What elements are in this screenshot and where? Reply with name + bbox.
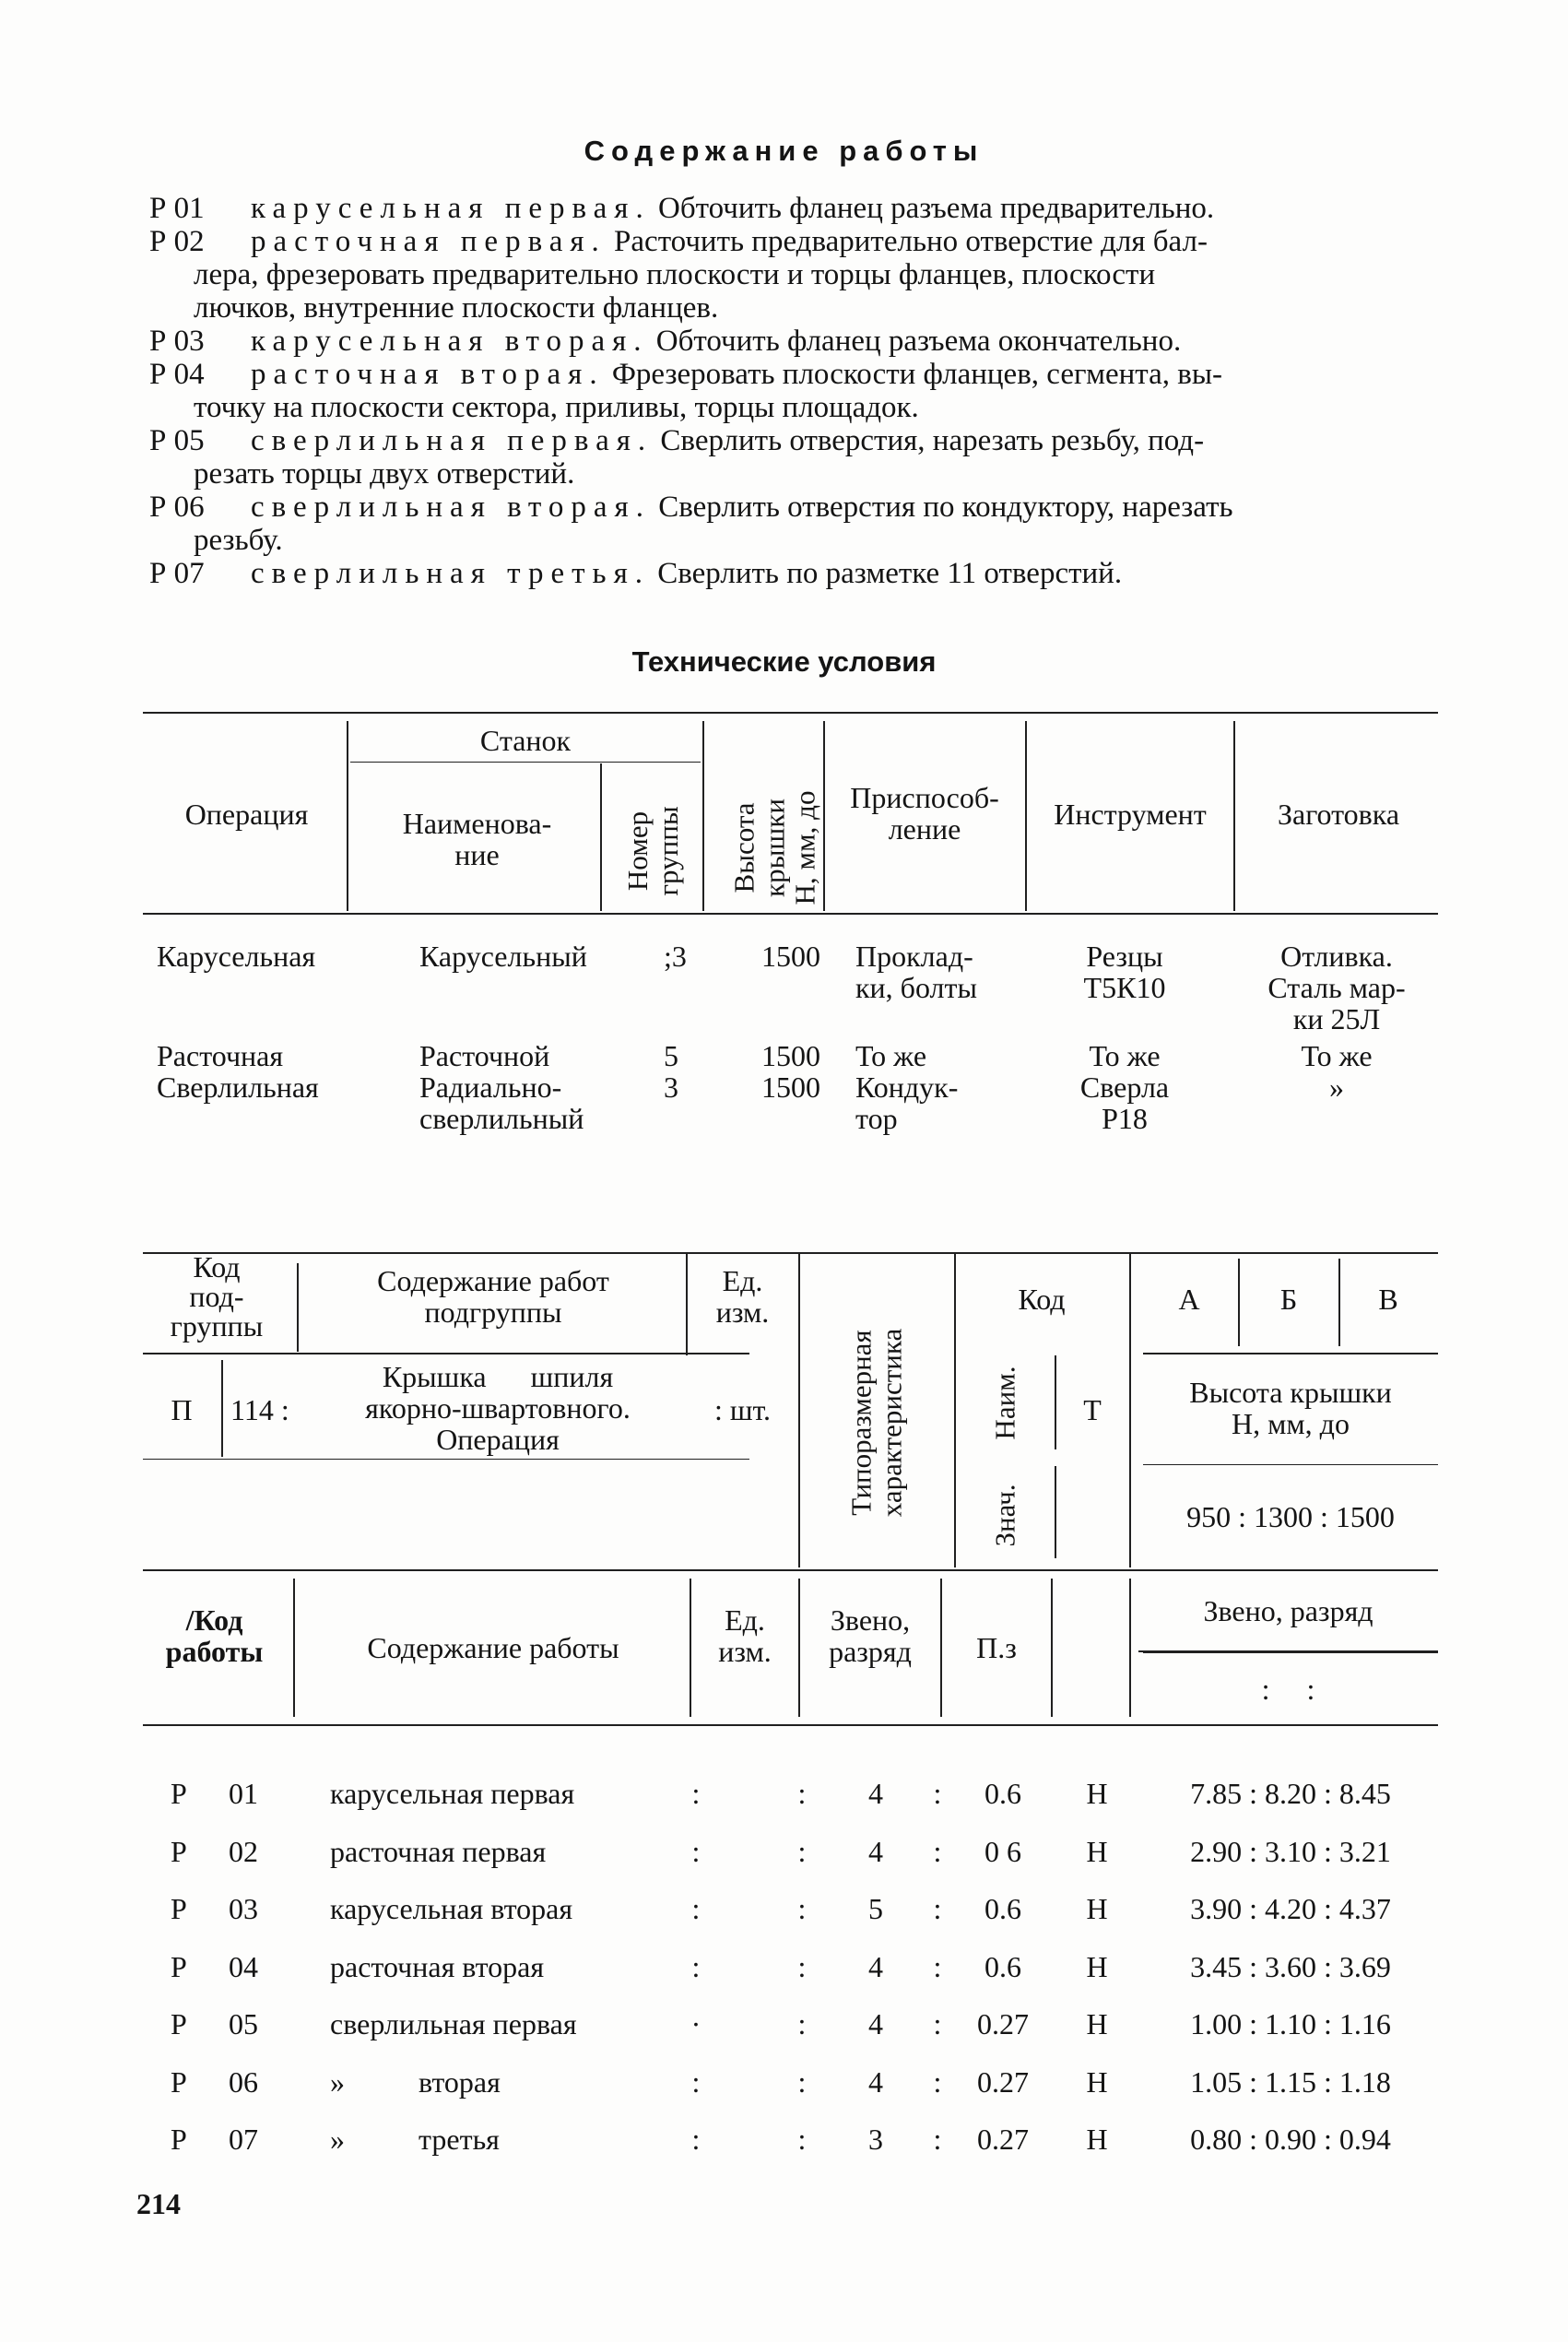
- header-typesize: Типоразмерная характеристика: [844, 1328, 908, 1518]
- rule: [686, 1254, 688, 1355]
- work-cell-p: Р: [171, 2123, 187, 2156]
- work-cell-pz: 0.6: [984, 1892, 1021, 1925]
- work-cell-h: Н: [1086, 2123, 1108, 2156]
- header-code: Код: [1018, 1283, 1066, 1316]
- rule: [1055, 1355, 1056, 1449]
- page-number: 214: [136, 2187, 181, 2220]
- operation-name: сверлильная первая.: [251, 424, 654, 457]
- work-cell-h: Н: [1086, 1777, 1108, 1810]
- work-cell-c2: :: [797, 1834, 807, 1868]
- header-subgroup-code: Код под- группы: [170, 1250, 264, 1343]
- rule: [940, 1579, 942, 1717]
- work-cell-v: 1.00 : 1.10 : 1.16: [1190, 2007, 1391, 2040]
- header-height-range: Высота крышки Н, мм, до: [1189, 1376, 1392, 1440]
- operation-item: [149, 192, 1440, 225]
- rule: [1129, 1579, 1131, 1717]
- header-tool: Инструмент: [1054, 798, 1207, 831]
- operation-text: резьбу.: [194, 524, 283, 557]
- rule: [1143, 1353, 1438, 1354]
- tech-cell-operation: Расточная: [157, 1039, 284, 1072]
- tech-cell-group: 3: [664, 1070, 678, 1104]
- work-cell-c2: :: [797, 2123, 807, 2156]
- operation-name: расточная первая.: [251, 225, 607, 258]
- operation-name: сверлильная третья.: [251, 557, 650, 590]
- tech-cell-operation: Сверлильная: [157, 1070, 319, 1104]
- work-cell-name: карусельная первая: [330, 1777, 575, 1810]
- header-colons: : :: [1261, 1673, 1315, 1706]
- operation-text: лючков, внутренние плоскости фланцев.: [194, 291, 719, 325]
- tech-cell-tool: Сверла Р18: [1079, 1070, 1170, 1135]
- operation-item: [149, 424, 1440, 491]
- work-cell-name: расточная вторая: [330, 1949, 545, 1983]
- rule: [1143, 1464, 1438, 1465]
- operation-code: Р 05: [149, 424, 205, 457]
- header-t: Т: [1083, 1393, 1102, 1426]
- work-cell-c1: :: [691, 2123, 701, 2156]
- rule: [823, 721, 825, 911]
- work-cell-link: 3: [868, 2123, 883, 2156]
- header-a: А: [1178, 1283, 1200, 1316]
- operation-code: Р 02: [149, 225, 205, 258]
- work-cell-c2: :: [797, 2007, 807, 2040]
- rule: [1138, 1650, 1438, 1652]
- header-unit: Ед. изм.: [715, 1264, 770, 1329]
- operation-text: резать торцы двух отверстий.: [194, 457, 575, 491]
- rule: [1025, 721, 1027, 911]
- tech-cell-operation: Карусельная: [157, 940, 316, 973]
- work-cell-link: 4: [868, 2007, 883, 2040]
- tech-cell-fixture: Проклад- ки, болты: [855, 940, 977, 1004]
- header-machine-name: Наименова- ние: [402, 807, 552, 871]
- rule: [1055, 1466, 1056, 1558]
- rule: [1238, 1259, 1240, 1346]
- work-cell-c2: :: [797, 1892, 807, 1925]
- operation-item: [149, 225, 1440, 325]
- rule: [350, 762, 701, 763]
- work-cell-c1: :: [691, 1834, 701, 1868]
- tech-cell-height: 1500: [761, 1039, 820, 1072]
- header-znach: Знач.: [988, 1484, 1021, 1547]
- rule: [143, 1252, 1438, 1254]
- header-blank: Заготовка: [1277, 798, 1400, 831]
- work-cell-name: » вторая: [330, 2064, 501, 2099]
- operation-code: Р 06: [149, 491, 205, 524]
- operation-code: Р 07: [149, 557, 205, 590]
- work-cell-code: 06: [229, 2064, 258, 2099]
- tech-cell-machine: Расточной: [419, 1039, 550, 1072]
- rule: [143, 1569, 1438, 1571]
- tech-cell-group: 5: [664, 1039, 678, 1072]
- tech-cell-blank: Отливка. Сталь мар- ки 25Л: [1267, 940, 1406, 1035]
- rule: [600, 763, 602, 911]
- work-cell-name: сверлильная первая: [330, 2007, 577, 2040]
- tech-cell-tool: Резцы Т5К10: [1083, 940, 1166, 1004]
- tech-cell-machine: Карусельный: [419, 940, 587, 973]
- header-naim: Наим.: [988, 1366, 1021, 1440]
- tech-cell-fixture: То же: [855, 1039, 927, 1072]
- work-cell-v: 1.05 : 1.15 : 1.18: [1190, 2064, 1391, 2099]
- tech-cell-blank: »: [1329, 1070, 1344, 1104]
- rule: [293, 1579, 295, 1717]
- work-cell-v: 2.90 : 3.10 : 3.21: [1190, 1834, 1391, 1868]
- operation-item: [149, 325, 1440, 358]
- operation-text: лера, фрезеровать предварительно плоскости и торцы фланцев, плоскости: [194, 258, 1156, 291]
- subgroup-unit: : шт.: [713, 1393, 772, 1426]
- operation-item: [149, 358, 1440, 424]
- rule: [798, 1579, 800, 1717]
- operation-text: Обточить фланец разъема предварительно.: [657, 192, 1215, 225]
- operation-code: Р 03: [149, 325, 205, 358]
- work-cell-c3: :: [933, 1892, 942, 1925]
- work-cell-c2: :: [797, 1777, 807, 1810]
- operation-name: расточная вторая.: [251, 358, 605, 391]
- operation-text: Обточить фланец разъема окончательно.: [655, 325, 1182, 358]
- rule: [143, 1724, 1438, 1726]
- work-cell-c1: :: [691, 1777, 701, 1810]
- work-cell-pz: 0 6: [984, 1834, 1021, 1868]
- operation-text: Сверлить отверстия по кондуктору, нарезать: [658, 491, 1233, 524]
- tech-conditions-title: Технические условия: [631, 645, 937, 678]
- work-cell-h: Н: [1086, 2007, 1108, 2040]
- header-work-content: Содержание работы: [367, 1631, 619, 1664]
- tech-cell-height: 1500: [761, 1070, 820, 1104]
- work-cell-code: 03: [229, 1892, 258, 1925]
- operation-name: сверлильная вторая.: [251, 491, 651, 524]
- work-cell-pz: 0.27: [977, 2007, 1029, 2040]
- work-cell-c2: :: [797, 2064, 807, 2099]
- work-cell-c2: :: [797, 1949, 807, 1983]
- work-cell-name: карусельная вторая: [330, 1892, 573, 1925]
- operation-code: Р 01: [149, 192, 205, 225]
- work-cell-code: 07: [229, 2123, 258, 2156]
- rule: [221, 1360, 223, 1457]
- work-cell-p: Р: [171, 2007, 187, 2040]
- rule: [1051, 1579, 1053, 1717]
- work-cell-c3: :: [933, 2007, 942, 2040]
- header-machine: Станок: [479, 724, 572, 757]
- header-group-no: Номер группы: [621, 806, 684, 896]
- work-content-title: Содержание работы: [584, 135, 984, 167]
- header-height: Высота крышки Н, мм, до: [727, 790, 821, 905]
- work-cell-name: расточная первая: [330, 1834, 547, 1868]
- work-cell-v: 3.45 : 3.60 : 3.69: [1190, 1949, 1391, 1983]
- work-cell-v: 0.80 : 0.90 : 0.94: [1190, 2123, 1391, 2156]
- subgroup-p: П: [171, 1393, 193, 1426]
- header-operation: Операция: [184, 798, 309, 831]
- work-cell-h: Н: [1086, 1949, 1108, 1983]
- work-cell-p: Р: [171, 2064, 187, 2099]
- rule: [347, 721, 348, 911]
- tech-cell-machine: Радиально- сверлильный: [419, 1070, 584, 1135]
- rule: [1143, 1652, 1438, 1653]
- rule: [798, 1252, 800, 1567]
- operation-name: карусельная вторая.: [251, 325, 649, 358]
- operation-text: Сверлить по разметке 11 отверстий.: [657, 557, 1123, 590]
- tech-cell-group: ;3: [664, 940, 687, 973]
- operation-name: карусельная первая.: [251, 192, 651, 225]
- operation-text: точку на плоскости сектора, приливы, торцы площадок.: [194, 391, 919, 424]
- header-fixture: Приспособ- ление: [850, 781, 999, 846]
- work-cell-link: 5: [868, 1892, 883, 1925]
- work-cell-v: 3.90 : 4.20 : 4.37: [1190, 1892, 1391, 1925]
- work-cell-pz: 0.27: [977, 2123, 1029, 2156]
- header-work-code: /Код работы: [165, 1603, 264, 1668]
- operation-text: Фрезеровать плоскости фланцев, сегмента, вы-: [611, 358, 1222, 391]
- tech-cell-height: 1500: [761, 940, 820, 973]
- rule: [297, 1263, 299, 1352]
- work-cell-code: 04: [229, 1949, 258, 1983]
- work-cell-c1: :: [691, 2064, 701, 2099]
- rule: [702, 721, 704, 911]
- header-v: В: [1378, 1283, 1398, 1316]
- header-link-rank: Звено, разряд: [1203, 1594, 1373, 1627]
- work-cell-h: Н: [1086, 1892, 1108, 1925]
- work-cell-c1: :: [691, 1949, 701, 1983]
- rule: [143, 712, 1438, 714]
- rule: [143, 1459, 749, 1460]
- rule: [143, 1353, 749, 1354]
- operation-text: Расточить предварительно отверстие для бал-: [614, 225, 1208, 258]
- header-unit-2: Ед. изм.: [718, 1603, 772, 1668]
- tech-cell-fixture: Кондук- тор: [855, 1070, 959, 1135]
- work-cell-code: 05: [229, 2007, 258, 2040]
- header-pz: П.з: [976, 1631, 1017, 1664]
- subgroup-content: Крышка шпиля якорно-швартовного. Операция: [365, 1360, 631, 1456]
- rule: [954, 1252, 956, 1567]
- work-cell-code: 01: [229, 1777, 258, 1810]
- operation-item: [149, 491, 1440, 557]
- rule: [1129, 1252, 1131, 1567]
- work-cell-name: » третья: [330, 2123, 500, 2156]
- work-cell-link: 4: [868, 1834, 883, 1868]
- work-cell-link: 4: [868, 2064, 883, 2099]
- work-cell-p: Р: [171, 1834, 187, 1868]
- operation-item: [149, 557, 1440, 590]
- work-cell-c3: :: [933, 1949, 942, 1983]
- work-cell-pz: 0.27: [977, 2064, 1029, 2099]
- work-cell-pz: 0.6: [984, 1777, 1021, 1810]
- subgroup-code: 114 :: [230, 1393, 289, 1426]
- rule: [1338, 1259, 1340, 1346]
- header-b: Б: [1279, 1283, 1298, 1316]
- work-cell-v: 7.85 : 8.20 : 8.45: [1190, 1777, 1391, 1810]
- header-subgroup-content: Содержание работ подгруппы: [377, 1264, 609, 1329]
- height-values: 950 : 1300 : 1500: [1186, 1500, 1395, 1533]
- work-cell-c1: :: [691, 1892, 701, 1925]
- work-cell-link: 4: [868, 1777, 883, 1810]
- operation-code: Р 04: [149, 358, 205, 391]
- header-link: Звено, разряд: [829, 1603, 912, 1668]
- work-cell-code: 02: [229, 1834, 258, 1868]
- tech-cell-blank: То же: [1301, 1039, 1373, 1072]
- work-cell-h: Н: [1086, 2064, 1108, 2099]
- operation-text: Сверлить отверстия, нарезать резьбу, под-: [660, 424, 1205, 457]
- work-cell-c3: :: [933, 1777, 942, 1810]
- work-cell-pz: 0.6: [984, 1949, 1021, 1983]
- work-cell-c3: :: [933, 1834, 942, 1868]
- work-cell-h: Н: [1086, 1834, 1108, 1868]
- work-cell-link: 4: [868, 1949, 883, 1983]
- operations-list: [149, 192, 1440, 590]
- rule: [1233, 721, 1235, 911]
- tech-cell-tool: То же: [1089, 1039, 1161, 1072]
- work-cell-p: Р: [171, 1777, 187, 1810]
- work-cell-c3: :: [933, 2064, 942, 2099]
- work-cell-c3: :: [933, 2123, 942, 2156]
- rule: [690, 1579, 691, 1717]
- work-cell-c1: ·: [690, 2007, 701, 2040]
- work-cell-p: Р: [171, 1949, 187, 1983]
- work-cell-p: Р: [171, 1892, 187, 1925]
